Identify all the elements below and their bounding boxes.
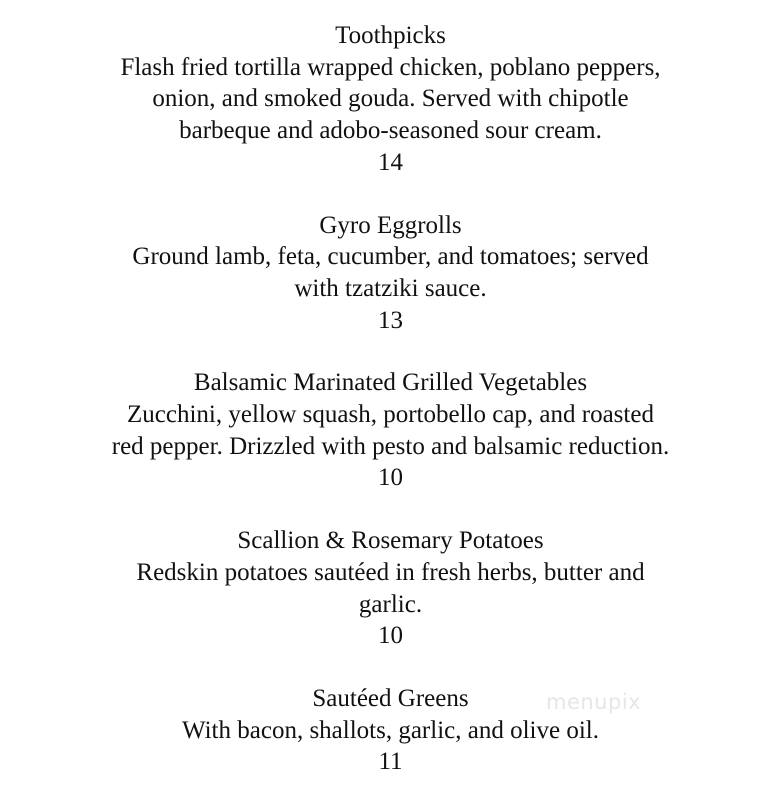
item-description-line: With bacon, shallots, garlic, and olive oil. bbox=[182, 716, 599, 744]
menu-item bbox=[0, 210, 781, 337]
item-description-line: Redskin potatoes sautéed in fresh herbs, butter and bbox=[136, 558, 645, 586]
menu-item bbox=[0, 683, 781, 778]
watermark-logo: menupix bbox=[546, 690, 642, 714]
item-description-line: barbeque and adobo-seasoned sour cream. bbox=[179, 117, 602, 145]
menu-item bbox=[0, 367, 781, 494]
item-price: 14 bbox=[378, 148, 403, 176]
item-price: 11 bbox=[378, 748, 403, 776]
item-name: Scallion & Rosemary Potatoes bbox=[237, 527, 544, 555]
menu-item bbox=[0, 525, 781, 652]
item-description-line: Zucchini, yellow squash, portobello cap, and roasted bbox=[127, 401, 654, 429]
item-description-line: onion, and smoked gouda. Served with chipotle bbox=[152, 85, 629, 113]
item-name: Sautéed Greens bbox=[312, 684, 469, 712]
item-name: Toothpicks bbox=[335, 22, 446, 49]
item-name: Balsamic Marinated Grilled Vegetables bbox=[193, 369, 588, 397]
menu-page bbox=[0, 20, 781, 778]
item-price: 13 bbox=[378, 306, 403, 334]
item-description-line: red pepper. Drizzled with pesto and balsamic reduction. bbox=[111, 432, 670, 460]
item-name: Gyro Eggrolls bbox=[319, 211, 462, 239]
item-description-line: Ground lamb, feta, cucumber, and tomatoes; served bbox=[132, 243, 649, 271]
item-price: 10 bbox=[378, 622, 403, 650]
item-description-line: with tzatziki sauce. bbox=[294, 274, 487, 302]
item-description-line: garlic. bbox=[358, 590, 423, 618]
menu-item bbox=[0, 20, 781, 179]
item-price: 10 bbox=[378, 464, 403, 492]
item-description-line: Flash fried tortilla wrapped chicken, poblano peppers, bbox=[120, 53, 661, 81]
